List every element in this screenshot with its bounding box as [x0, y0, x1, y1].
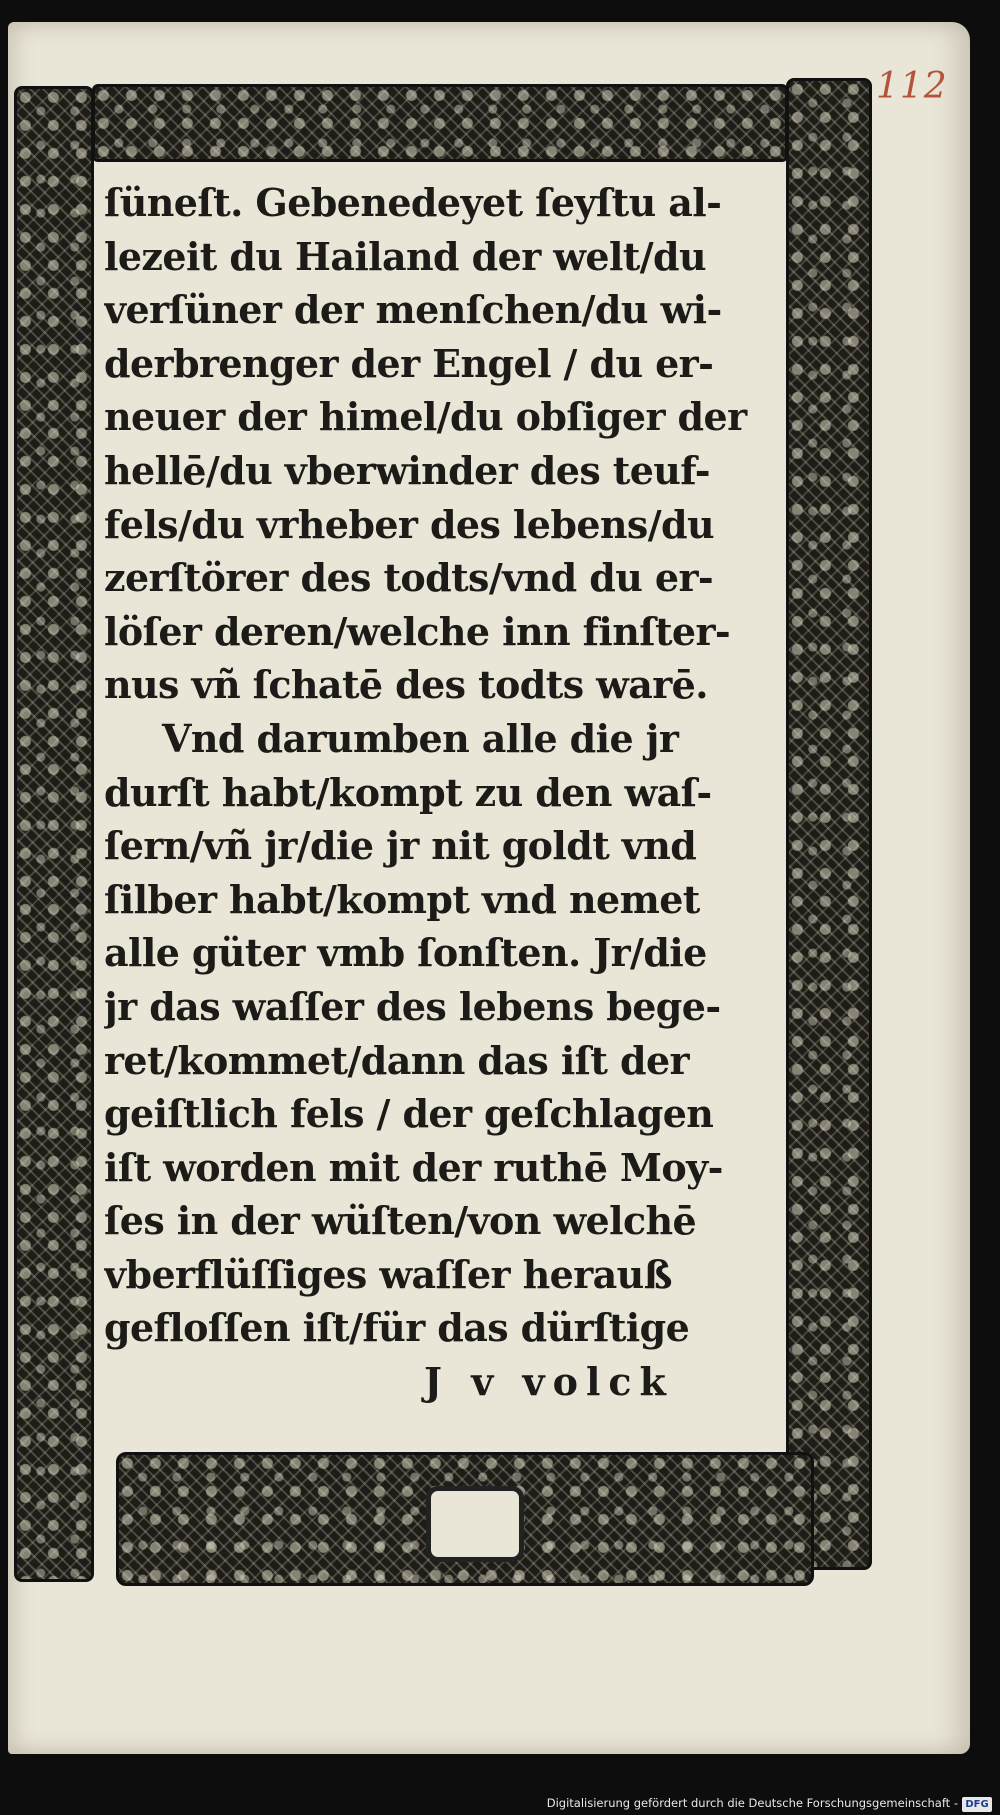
text-line: geiſtlich fels / der geſchlagen [104, 1091, 714, 1137]
text-line: jr das waſſer des lebens bege- [104, 983, 721, 1029]
text-line: ret/kommet/dann das iſt der [104, 1037, 689, 1083]
text-line: neuer der himel/du obſiger der [104, 394, 747, 440]
text-line: durſt habt/kompt zu den waſ- [104, 769, 712, 815]
text-line: nus vñ ſchatē des todts warē. [104, 662, 708, 708]
text-line: zerſtörer des todts/vnd du er- [104, 555, 714, 601]
ornamental-border-top [92, 84, 788, 162]
ornamental-border-right [786, 78, 872, 1570]
text-line: ſüneſt. Gebenedeyet ſeyſtu al- [104, 180, 722, 225]
text-line: ſilber habt/kompt vnd nemet [104, 876, 700, 922]
text-line: vberflüſſiges waſſer herauß [104, 1251, 672, 1297]
text-line: hellē/du vberwinder des teuf- [104, 447, 710, 493]
folio-number: 112 [876, 66, 948, 107]
dfg-logo-icon: DFG [962, 1797, 992, 1812]
text-line: gefloſſen iſt/für das dürſtige [104, 1305, 690, 1351]
text-line: fels/du vrheber des lebens/du [104, 501, 714, 547]
cartouche-frame [426, 1486, 524, 1562]
text-line: löſer deren/welche inn finſter- [104, 608, 731, 654]
text-line: alle güter vmb ſonſten. Jr/die [104, 930, 707, 976]
text-line: verſüner der menſchen/du wi- [104, 287, 722, 333]
text-line: derbrenger der Engel / du er- [104, 340, 714, 386]
funding-credit: Digitalisierung gefördert durch die Deutsche Forschungsgemeinschaft - [546, 1796, 958, 1810]
signature-catchword-line: J v volck [424, 1359, 674, 1405]
paragraph-start-line: Vnd darumben alle die jr [162, 715, 679, 761]
text-line: ſern/vñ jr/die jr nit goldt vnd [104, 823, 697, 869]
text-line: iſt worden mit der ruthē Moy- [104, 1144, 723, 1190]
footer-bar [0, 1794, 1000, 1815]
text-line: lezeit du Hailand der welt/du [104, 233, 707, 279]
ornamental-border-left [14, 86, 94, 1582]
text-line: ſes in der wüſten/von welchē [104, 1198, 697, 1244]
text-block [104, 176, 784, 1446]
